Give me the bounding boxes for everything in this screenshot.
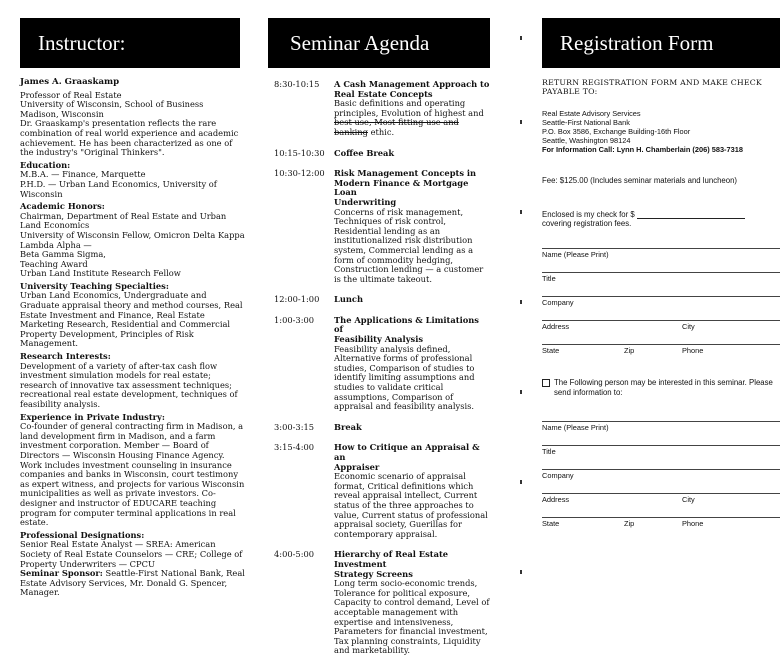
agenda-item: [274, 550, 490, 656]
agenda-time: 8:30-10:15: [274, 79, 320, 89]
sponsor-line: [20, 569, 246, 598]
agenda-description-text: Economic scenario of appraisal format, Critical definitions which reveal appraisal intellect, Current status of the three approaches to value, Current status of professional appraisal society, Guerillas for contemporary appraisal.: [334, 471, 488, 539]
phone-label: Phone: [682, 346, 704, 356]
return-instructions: RETURN REGISTRATION FORM AND MAKE CHECK PAYABLE TO:: [542, 78, 762, 97]
agenda-panel: [268, 0, 490, 656]
referral-company-field[interactable]: [542, 469, 780, 493]
agenda-title: Hierarchy of Real Estate Investment Strategy Screens: [334, 549, 449, 579]
check-amount-field[interactable]: [637, 210, 745, 219]
address-label: Address: [542, 322, 570, 332]
name-label: Name (Please Print): [542, 250, 609, 260]
agenda-item: [274, 169, 490, 284]
agenda-description-struck: best use, Most fitting use and banking: [334, 117, 459, 137]
check-block: [542, 210, 780, 229]
referral-title-label: Title: [542, 447, 556, 457]
mailing-address: Real Estate Advisory Services Seattle-First National Bank P.O. Box 3586, Exchange Building-16th Floor Seattle, Washington 98124: [542, 108, 691, 145]
fee-text: Fee: $125.00 (Includes seminar materials and luncheon): [542, 176, 738, 186]
referral-state-label: State: [542, 519, 560, 529]
agenda-description-text: Long term socio-economic trends, Tolerance for political exposure, Capacity to control demand, Level of acceptable management with expertise and intensiveness, Parameters for financial investment, Tax planning constraints, Liquidity and marketability.: [334, 578, 490, 656]
experience-text: Co-founder of general contracting firm in Madison, a land development firm in Madison, and a farm investment corporation. Member — Board of Directors — Wisconsin Housing Finance Agency. Work includes investment counseling in insurance companies and banks in Wisconsin, court testimony as expert witness, and projects for various Wisconsin municipalities as well as private investors. Co-designer and instructor of EDUCARE teaching program for computer terminal applications in real estate.: [20, 421, 245, 528]
company-label: Company: [542, 298, 574, 308]
agenda-item: [274, 149, 490, 159]
city-label: City: [682, 322, 695, 332]
name-field[interactable]: [542, 248, 780, 272]
agenda-title: Lunch: [334, 294, 363, 305]
agenda-time: 12:00-1:00: [274, 294, 320, 305]
agenda-title: The Applications & Limitations of Feasibility Analysis: [334, 314, 479, 345]
research-text: Development of a variety of after-tax cash flow investment simulation models for real estate; research of innovative tax assessment techniques; recreational real estate development, techniques of feasibility analysis.: [20, 360, 238, 409]
check-label: Enclosed is my check for $: [542, 209, 635, 219]
agenda-title: Coffee Break: [334, 147, 395, 158]
designations-text: Senior Real Estate Analyst — SREA: American Society of Real Estate Counselors — CRE; College of Property Underwriters — CPCU: [20, 539, 243, 569]
instructor-titles: Professor of Real Estate University of Wisconsin, School of Business Madison, Wisconsin: [20, 89, 204, 119]
agenda-description: [334, 208, 490, 285]
agenda-item: [274, 295, 490, 305]
instructor-heading: Instructor:: [20, 18, 240, 68]
sponsor-text: Seattle-First National Bank, Real Estate Advisory Services, Mr. Donald G. Spencer, Manager.: [20, 568, 245, 598]
agenda-description-text: Concerns of risk management, Techniques of risk control, Residential lending as an institutionalized risk distribution system, Commercial lending as a form of commodity hedging, Construction lending — a customer is the ultimate takeout.: [334, 206, 484, 284]
interest-option: [542, 378, 780, 397]
interest-text: The Following person may be interested in this seminar. Please send information to:: [554, 378, 773, 397]
referral-address-field[interactable]: [542, 493, 780, 517]
designations-heading: Professional Designations:: [20, 529, 145, 540]
agenda-description: [334, 472, 490, 539]
agenda-list: [268, 68, 490, 656]
referral-zip-label: Zip: [624, 519, 635, 529]
agenda-description-end: ethic.: [367, 126, 395, 137]
agenda-heading: Seminar Agenda: [268, 18, 490, 68]
research-heading: Research Interests:: [20, 351, 111, 362]
agenda-item: [274, 443, 490, 539]
agenda-item: [274, 80, 490, 138]
address-field[interactable]: [542, 320, 780, 344]
title-field[interactable]: [542, 272, 780, 296]
referral-title-field[interactable]: [542, 445, 780, 469]
interest-checkbox[interactable]: [542, 379, 550, 387]
agenda-time: 3:00-3:15: [274, 421, 315, 432]
agenda-title: A Cash Management Approach to Real Estate Concepts: [334, 79, 490, 99]
referral-phone-label: Phone: [682, 519, 704, 529]
agenda-description: [334, 99, 490, 137]
referral-state-zip-phone-field[interactable]: [542, 517, 780, 541]
education-text: M.B.A. — Finance, Marquette P.H.D. — Urban Land Economics, University of Wisconsin: [20, 169, 217, 199]
agenda-description: [334, 579, 490, 656]
honors-heading: Academic Honors:: [20, 201, 105, 212]
agenda-time: 3:15-4:00: [274, 442, 315, 453]
education-heading: Education:: [20, 159, 71, 170]
state-zip-phone-field[interactable]: [542, 344, 780, 368]
teaching-text: Urban Land Economics, Undergraduate and Graduate appraisal theory and method courses, Real Estate Investment and Finance, Real Estate Marketing Research, Residential and Commercial Property Development, Principles of Risk Management.: [20, 290, 243, 349]
registration-heading: Registration Form: [542, 18, 780, 68]
experience-heading: Experience in Private Industry:: [20, 411, 165, 422]
state-label: State: [542, 346, 560, 356]
honors-text: Chairman, Department of Real Estate and Urban Land Economics University of Wisconsin Fellow, Omicron Delta Kappa Lambda Alpha — Beta Gamma Sigma, Teaching Award Urban Land Institute Research Fellow: [20, 210, 245, 279]
zip-label: Zip: [624, 346, 635, 356]
agenda-time: 10:15-10:30: [274, 147, 325, 158]
fold-cut-marks: [520, 0, 524, 600]
agenda-description-text: Feasibility analysis defined, Alternative forms of professional studies, Comparison of studies to identify limiting assumptions and studies to validate critical assumptions, Comparison of appraisal and feasibility analysis.: [334, 343, 475, 412]
agenda-item: [274, 423, 490, 433]
instructor-name: James A. Graaskamp: [20, 77, 120, 87]
company-field[interactable]: [542, 296, 780, 320]
title-label: Title: [542, 274, 556, 284]
agenda-title: How to Critique an Appraisal & an Appraiser: [334, 442, 480, 472]
agenda-time: 1:00-3:00: [274, 314, 315, 325]
agenda-description-text: Basic definitions and operating principles, Evolution of highest and: [334, 98, 484, 118]
check-label-2: covering registration fees.: [542, 219, 632, 229]
agenda-description: [334, 345, 490, 412]
agenda-time: 4:00-5:00: [274, 549, 315, 560]
contact-info: For Information Call: Lynn H. Chamberlain (206) 583-7318: [542, 144, 743, 154]
teaching-heading: University Teaching Specialties:: [20, 280, 169, 291]
agenda-title: Break: [334, 421, 362, 432]
agenda-title: Risk Management Concepts in Modern Finance & Mortgage Loan Underwriting: [334, 168, 477, 207]
agenda-time: 10:30-12:00: [274, 168, 325, 179]
instructor-bio: Dr. Graaskamp's presentation reflects the rare combination of real world experience and academic achievement. He has been characterized as one of the industry's "Original Thinkers".: [20, 118, 239, 158]
agenda-item: [274, 316, 490, 412]
referral-name-field[interactable]: [542, 421, 780, 445]
instructor-panel: [0, 0, 252, 600]
sponsor-heading: Seminar Sponsor:: [20, 568, 103, 579]
referral-city-label: City: [682, 495, 695, 505]
registration-panel: [528, 0, 780, 600]
referral-company-label: Company: [542, 471, 574, 481]
referral-name-label: Name (Please Print): [542, 423, 609, 433]
referral-address-label: Address: [542, 495, 570, 505]
